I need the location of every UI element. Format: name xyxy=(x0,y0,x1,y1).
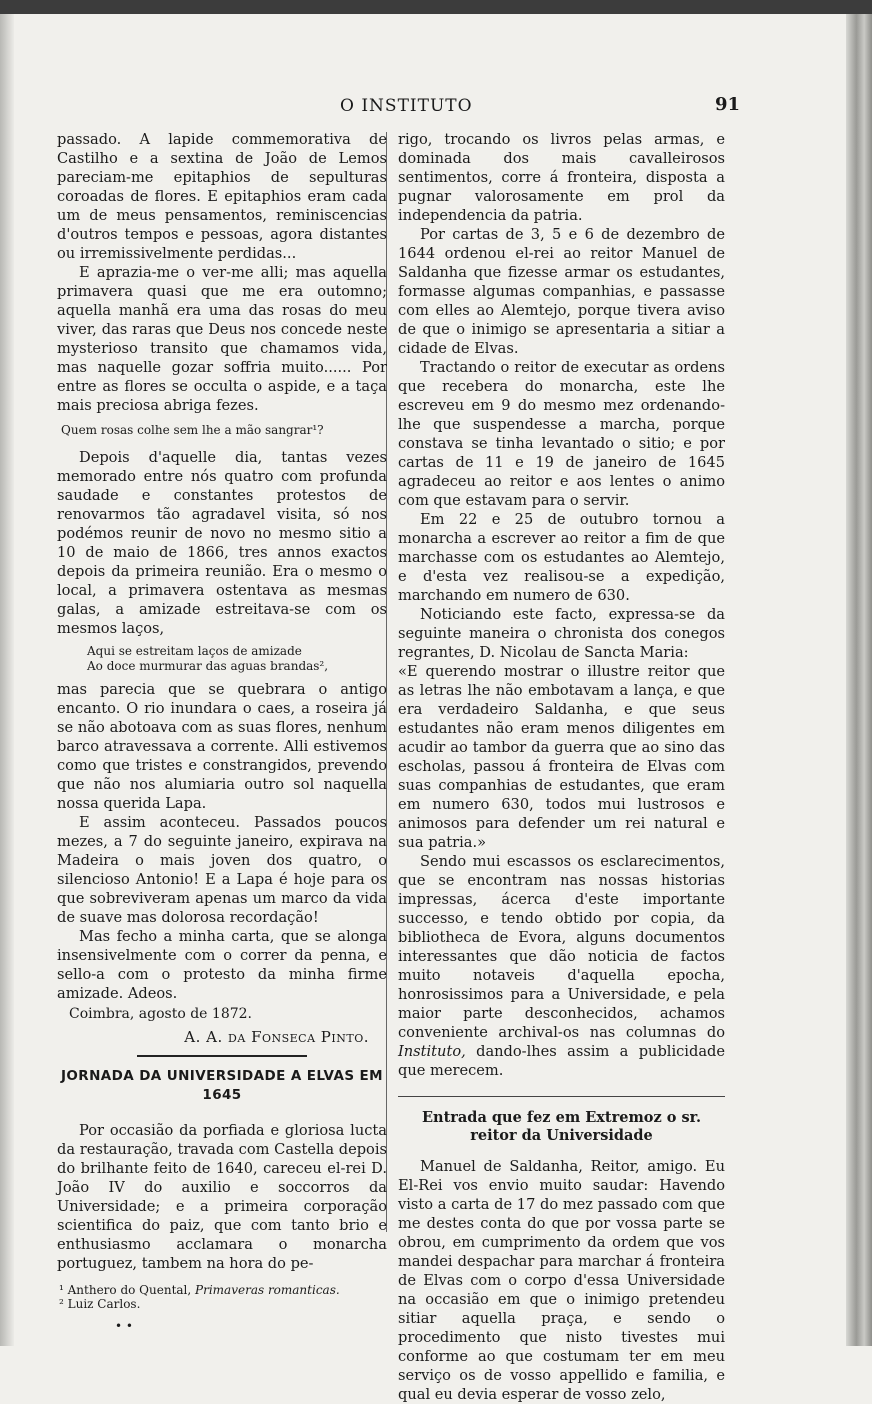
signature-location: Coimbra, agosto de 1872. xyxy=(69,1006,252,1022)
paragraph: E aprazia-me o ver-me alli; mas aquella primavera quasi que me era outomno; aquella manhã era uma das rosas do meu viver, das raras que Deus nos concede neste mysterioso transito que chamamos vida, mas naquelle gozar soffria muito...... Por entre as flores se occulta o aspide, e a taça mais preciosa abriga fezes. xyxy=(57,264,387,414)
letter-paragraph: Manuel de Saldanha, Reitor, amigo. Eu El-Rei vos envio muito saudar: Havendo visto a carta de 17 do mez passado com que me destes conta do que por vossa parte se obrou, em cumprimento da ordem que vos mandei despachar para marchar á fronteira de Elvas com o corpo d'essa Universidade na occasião em que o inimigo pretendeu sitiar aquella praça, e sendo o procedimento que nisto tivestes mui conforme ao que costumam ter em meu serviço os de vosso appellido e familia, e qual eu devia esperar de vosso zelo, xyxy=(398,1158,725,1403)
page-number: 91 xyxy=(714,94,740,115)
footnote-1: ¹ Anthero do Quental, Primaveras romanticas. xyxy=(59,1283,340,1297)
footnotes xyxy=(57,1283,387,1311)
paragraph: Noticiando este facto, expressa-se da seguinte maneira o chronista dos conegos regrantes, D. Nicolau de Sancta Maria: xyxy=(398,606,725,661)
paragraph: Sendo mui escassos os esclarecimentos, que se encontram nas nossas historias impressas, ácerca d'este importante successo, e tendo obtido por copia, da bibliotheca de Evora, alguns documentos interessantes que dão noticia de factos muito notaveis d'aquella epocha, honrosissimos para a Universidade, e pela maior parte desconhecidos, achamos conveniente archival-os nas columnas do Instituto, dando-lhes assim a publicidade que merecem. xyxy=(398,853,725,1079)
section-divider xyxy=(137,1055,307,1057)
document-title: Entrada que fez em Extremoz o sr. reitor da Universidade xyxy=(421,1109,702,1144)
page-edge-shadow xyxy=(846,14,872,1346)
footnote-2: ² Luiz Carlos. xyxy=(59,1297,141,1311)
left-column xyxy=(57,130,387,1336)
page-header xyxy=(55,96,740,122)
paragraph: rigo, trocando os livros pelas armas, e dominada dos mais cavalleirosos sentimentos, corre á fronteira, disposta a pugnar valorosamente em prol da independencia da patria. xyxy=(398,131,725,224)
printer-dots: • • xyxy=(115,1319,133,1333)
scan-top-band xyxy=(0,0,872,14)
paragraph: Por cartas de 3, 5 e 6 de dezembro de 1644 ordenou el-rei ao reitor Manuel de Saldanha que fizesse armar os estudantes, formasse algumas companhias, e passasse com elles ao Alemtejo, porque tivera aviso de que o inimigo se apresentaria a sitiar a cidade de Elvas. xyxy=(398,226,725,357)
paragraph: E assim aconteceu. Passados poucos mezes, a 7 do seguinte janeiro, expirava na Madeira o mais joven dos quatro, o silencioso Antonio! E a Lapa é hoje para os que sobreviveram apenas um marco da vida de suave mas dolorosa recordação! xyxy=(57,814,387,926)
paragraph: Por occasião da porfiada e gloriosa lucta da restauração, travada com Castella depois do brilhante feito de 1640, careceu el-rei D. João IV do auxilio e soccorros da Universidade; e a primeira corporação scientifica do paiz, que com tanto brio e enthusiasmo acclamara o monarcha portuguez, tambem na hora do pe- xyxy=(57,1122,387,1272)
running-title: O INSTITUTO xyxy=(340,96,473,116)
paragraph: mas parecia que se quebrara o antigo encanto. O rio inundara o caes, a roseira já se não abotoava com as suas flores, nenhum barco atravessava a corrente. Alli estivemos como que tristes e constrangidos, prevendo que não nos alumiaria outro sol naquella nossa querida Lapa. xyxy=(57,681,387,812)
section-title: JORNADA DA UNIVERSIDADE A ELVAS EM 1645 xyxy=(61,1068,383,1103)
verse-line: Aqui se estreitam laços de amizade xyxy=(87,644,302,658)
section-rule xyxy=(398,1096,725,1097)
scan-left-shadow xyxy=(0,14,14,1346)
paragraph: Depois d'aquelle dia, tantas vezes memorado entre nós quatro com profunda saudade e constantes protestos de renovarmos tão agradavel visita, só nos podémos reunir de novo no mesmo sitio a 10 de maio de 1866, tres annos exactos depois da primeira reunião. Era o mesmo o local, a primavera ostentava as mesmas galas, a amizade estreitava-se com os mesmos laços, xyxy=(57,449,387,637)
quoted-passage: «E querendo mostrar o illustre reitor que as letras lhe não embotavam a lança, e que era verdadeiro Saldanha, e que seus estudantes não eram menos diligentes em acudir ao tambor da guerra que ao sino das escholas, passou á fronteira de Elvas com suas companhias de estudantes, que eram em numero 630, todos mui lustrosos e animosos para defender um rei natural e sua patria.» xyxy=(398,663,725,851)
paragraph: Em 22 e 25 de outubro tornou a monarcha a escrever ao reitor a fim de que marchasse com os estudantes ao Alemtejo, e d'esta vez realisou-se a expedição, marchando em numero de 630. xyxy=(398,511,725,604)
verse-line: Ao doce murmurar das aguas brandas², xyxy=(87,659,329,673)
verse-quote: Quem rosas colhe sem lhe a mão sangrar¹? xyxy=(61,423,324,437)
signature-name: A. A. da Fonseca Pinto. xyxy=(184,1028,369,1046)
paragraph: Mas fecho a minha carta, que se alonga insensivelmente com o correr da penna, e sello-a com o protesto da minha firme amizade. Adeos. xyxy=(57,928,387,1002)
verse-quote xyxy=(87,644,387,674)
paragraph: passado. A lapide commemorativa de Castilho e a sextina de João de Lemos pareciam-me epitaphios de sepulturas coroadas de flores. E epitaphios eram cada um de meus pensamentos, reminiscencias d'outros tempos e pessoas, agora distantes ou irremissivelmente perdidas... xyxy=(57,131,387,262)
right-column xyxy=(398,130,725,1404)
paragraph: Tractando o reitor de executar as ordens que recebera do monarcha, este lhe escreveu em 9 do mesmo mez ordenando-lhe que suspendesse a marcha, porque constava se tinha levantado o sitio; e por cartas de 11 e 19 de janeiro de 1645 agradeceu ao reitor e aos lentes o animo com que estavam para o servir. xyxy=(398,359,725,509)
